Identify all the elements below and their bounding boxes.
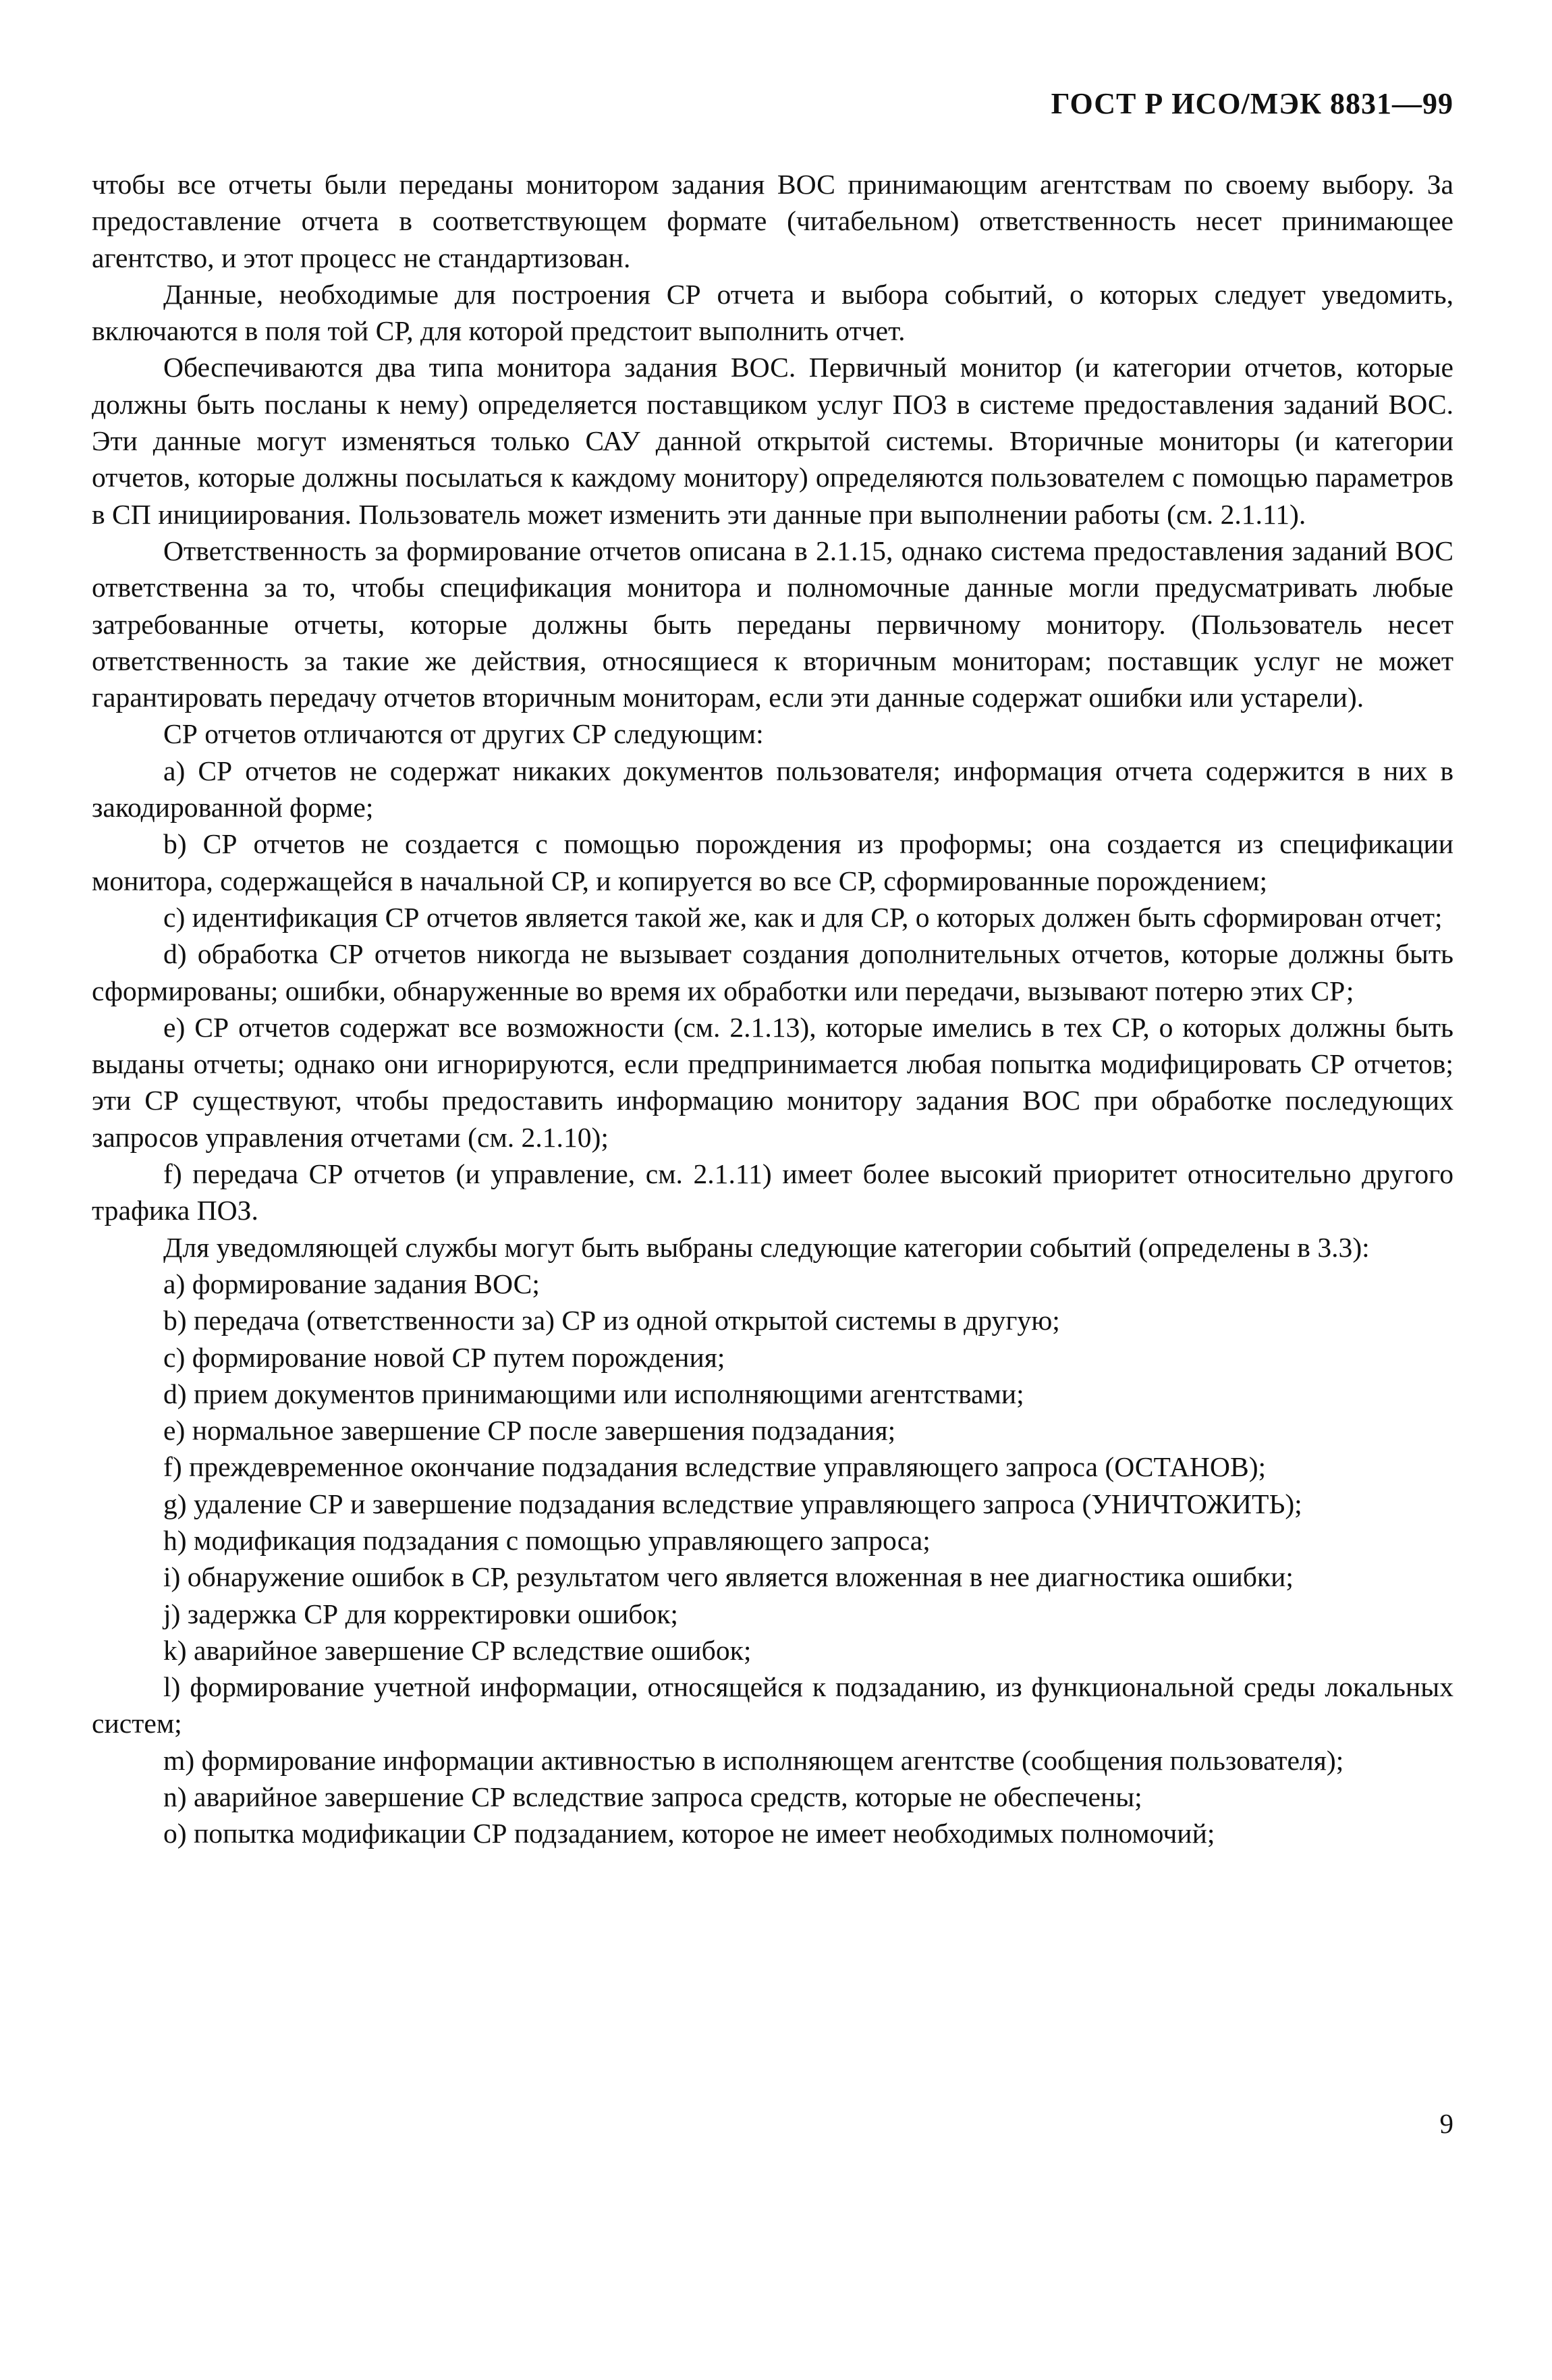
list-item-event-b: b) передача (ответственности за) СР из одной открытой системы в другую; bbox=[163, 1305, 1060, 1336]
paragraph-monitor-types: Обеспечиваются два типа монитора задания ВОС. Первичный монитор (и категории отчетов, которые должны быть посланы к нему) определяется поставщиком услуг ПОЗ в системе предоставления заданий ВОС. Эти данные могут изменяться только САУ данной открытой системы. Вторичные мониторы (и категории отчетов, которые должны посылаться к каждому монитору) определяются пользователем с помощью параметров в СП инициирования. Пользователь может изменить эти данные при выполнении работы (см. 2.1.11). bbox=[92, 352, 1453, 530]
paragraph-differences-intro: СР отчетов отличаются от других СР следующим: bbox=[163, 718, 764, 750]
paragraph-report-data: Данные, необходимые для построения СР отчета и выбора событий, о которых следует уведомить, включаются в поля той СР, для которой предстоит выполнить отчет. bbox=[92, 278, 1453, 347]
list-item-difference-e: е) СР отчетов содержат все возможности (см. 2.1.13), которые имелись в тех СР, о которых должны быть выданы отчеты; однако они игнорируются, если предпринимается любая попытка модифицировать СР отчетов; эти СР существуют, чтобы предоставить информацию монитору задания ВОС при обработке последующих запросов управления отчетами (см. 2.1.10); bbox=[92, 1011, 1453, 1153]
list-item-event-a: а) формирование задания ВОС; bbox=[163, 1268, 540, 1299]
body-text bbox=[92, 166, 1453, 1852]
list-item-difference-f: f) передача СР отчетов (и управление, см. 2.1.11) имеет более высокий приоритет относительно другого трафика ПОЗ. bbox=[92, 1158, 1453, 1226]
list-item-event-i: i) обнаружение ошибок в СР, результатом чего является вложенная в нее диагностика ошибки; bbox=[163, 1561, 1294, 1593]
list-item-event-g: g) удаление СР и завершение подзадания вследствие управляющего запроса (УНИЧТОЖИТЬ); bbox=[163, 1488, 1302, 1519]
list-item-difference-c: с) идентификация СР отчетов является такой же, как и для СР, о которых должен быть сформирован отчет; bbox=[163, 901, 1443, 933]
list-item-event-h: h) модификация подзадания с помощью управляющего запроса; bbox=[163, 1524, 931, 1556]
list-item-difference-b: b) СР отчетов не создается с помощью порождения из проформы; она создается из спецификации монитора, содержащейся в начальной СР, и копируется во все СР, сформированные порождением; bbox=[92, 828, 1453, 896]
list-item-event-m: m) формирование информации активностью в исполняющем агентстве (сообщения пользователя); bbox=[163, 1744, 1344, 1776]
page-number: 9 bbox=[1439, 2108, 1453, 2139]
list-item-event-n: n) аварийное завершение СР вследствие запроса средств, которые не обеспечены; bbox=[163, 1781, 1142, 1813]
list-item-event-l: l) формирование учетной информации, относящейся к подзаданию, из функциональной среды локальных систем; bbox=[92, 1671, 1453, 1739]
list-item-event-j: j) задержка СР для корректировки ошибок; bbox=[163, 1598, 678, 1629]
list-item-event-o: о) попытка модификации СР подзаданием, которое не имеет необходимых полномочий; bbox=[163, 1818, 1215, 1849]
paragraph-responsibility: Ответственность за формирование отчетов описана в 2.1.15, однако система предоставления заданий ВОС ответственна за то, чтобы спецификация монитора и полномочные данные могли предусматривать любые затребованные отчеты, которые должны быть переданы первичному монитору. (Пользователь несет ответственность за такие же действия, относящиеся к вторичным мониторам; поставщик услуг не может гарантировать передачу отчетов вторичным мониторам, если эти данные содержат ошибки или устарели). bbox=[92, 535, 1453, 713]
list-item-event-f: f) преждевременное окончание подзадания вследствие управляющего запроса (ОСТАНОВ); bbox=[163, 1451, 1267, 1483]
list-item-event-e: е) нормальное завершение СР после завершения подзадания; bbox=[163, 1415, 896, 1446]
list-item-difference-d: d) обработка СР отчетов никогда не вызывает создания дополнительных отчетов, которые должны быть сформированы; ошибки, обнаруженные во время их обработки или передачи, вызывают потерю этих СР; bbox=[92, 938, 1453, 1006]
list-item-event-k: k) аварийное завершение СР вследствие ошибок; bbox=[163, 1634, 752, 1666]
list-item-difference-a: а) СР отчетов не содержат никаких документов пользователя; информация отчета содержится в них в закодированной форме; bbox=[92, 755, 1453, 823]
standard-header: ГОСТ Р ИСО/МЭК 8831—99 bbox=[1051, 87, 1453, 120]
paragraph-event-categories-intro: Для уведомляющей службы могут быть выбраны следующие категории событий (определены в 3.3): bbox=[163, 1231, 1370, 1263]
list-item-event-d: d) прием документов принимающими или исполняющими агентствами; bbox=[163, 1378, 1024, 1409]
paragraph-continuation: чтобы все отчеты были переданы монитором задания ВОС принимающим агентствам по своему выбору. За предоставление отчета в соответствующем формате (читабельном) ответственность несет принимающее агентство, и этот процесс не стандартизован. bbox=[92, 169, 1453, 273]
list-item-event-c: с) формирование новой СР путем порождения; bbox=[163, 1341, 725, 1373]
